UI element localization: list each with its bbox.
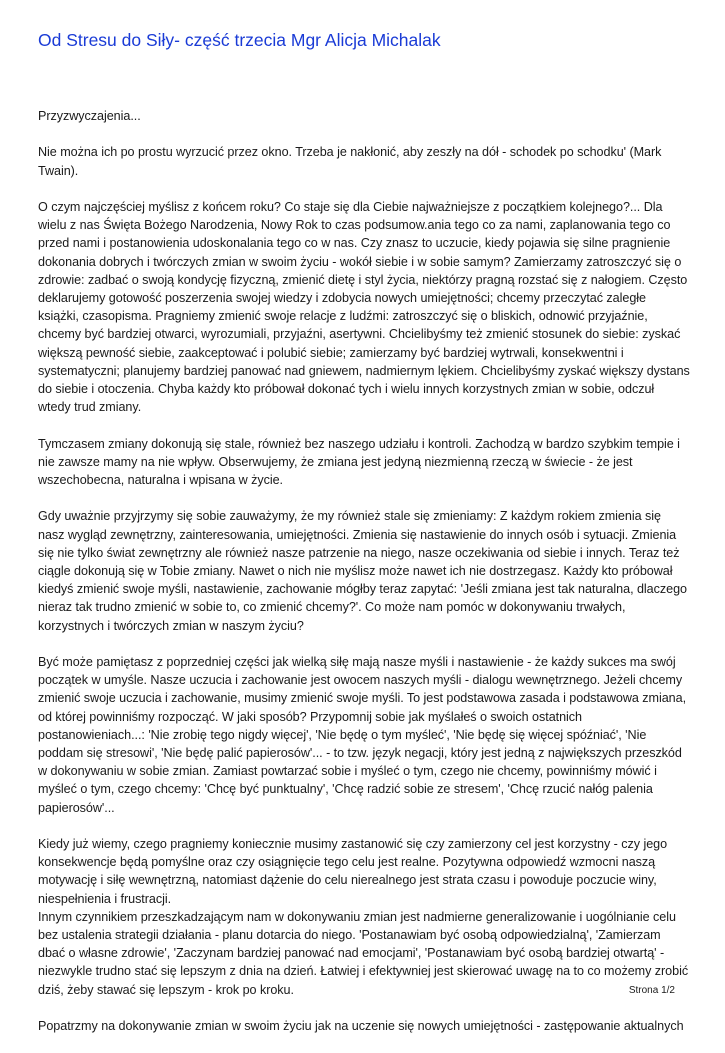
paragraph: Być może pamiętasz z poprzedniej części jak wielką siłę mają nasze myśli i nastawienie - że każdy sukces ma swój początek w umyśle. Nasze uczucia i zachowanie jest owocem naszych myśli - dialogu wewnętrznego. Jeżeli chcemy zmienić swoje uczucia i zachowanie, musimy zmienić swoje myśli. To jest podstawowa zasada i podstawowa zmiana, od której powinniśmy rozpocząć. W jaki sposób? Przypomnij sobie jak myślałeś o swoich ostatnich postanowieniach...: 'Nie zrobię tego nigdy więcej', 'Nie będę o tym myśleć', 'Nie będę się więcej spóźniać', 'Nie poddam się stresowi', 'Nie będę palić papierosów'... - to tzw. język negacji, który jest jedną z największych przeszkód w dokonywaniu w sobie zmian. Zamiast powtarzać sobie i myśleć o tym, czego nie chcemy, powinniśmy mówić i myśleć o tym, czego chcemy: 'Chcę być punktualny', 'Chcę radzić sobie ze stresem', 'Chcę rzucić nałóg palenia papierosów'...	[38, 655, 687, 815]
paragraph: Kiedy już wiemy, czego pragniemy koniecznie musimy zastanowić się czy zamierzony cel jest korzystny - czy jego konsekwencje będą pomyślne oraz czy osiągnięcie tego celu jest realne. Pozytywna odpowiedź wzmocni naszą motywację i siłę wewnętrzną, natomiast dążenie do celu nierealnego jest strata czasu i powoduje poczucie winy, niespełnienia i frustracji.	[38, 837, 668, 906]
paragraph: Innym czynnikiem przeszkadzającym nam w dokonywaniu zmian jest nadmierne generalizowanie i uogólnianie celu bez ustalenia strategii działania - planu dotarcia do niego. 'Postanawiam być osobą odpowiedzialną', 'Zamierzam dbać o własne zdrowie', 'Zaczynam bardziej panować nad emocjami', 'Postanawiam być osobą bardziej otwartą' - niezwykle trudno stać się lepszym z dnia na dzień. Łatwiej i efektywniej jest skierować uwagę na to co możemy zrobić dziś, żeby stawać się lepszym - krok po kroku.	[38, 909, 689, 997]
paragraph: Gdy uważnie przyjrzymy się sobie zauważymy, że my również stale się zmieniamy: Z każdym rokiem zmienia się nasz wygląd zewnętrzny, zainteresowania, umiejętności. Zmienia się nastawienie do innych osób i sytuacji. Zmienia się nie tylko świat zewnętrzny ale również nasze patrzenie na niego, nasze oczekiwania od siebie i innych. Teraz też ciągle dokonują się w Tobie zmiany. Nawet o nich nie myślisz może nawet ich nie dostrzegasz. Każdy kto próbował kiedyś zmienić swoje myśli, nastawienie, zachowanie mógłby teraz zapytać: 'Jeśli zmiana jest tak naturalna, dlaczego nieraz tak trudno zmienić w sobie to, co zmienić chcemy?'. Co może nam pomóc w dokonywaniu trwałych, korzystnych i twórczych zmian w naszym życiu?	[38, 509, 687, 633]
page-number: Strona 1/2	[628, 985, 675, 996]
paragraph-continued: Popatrzmy na dokonywanie zmian w swoim życiu jak na uczenie się nowych umiejętności - zastępowanie aktualnych	[38, 1019, 684, 1034]
paragraph: Tymczasem zmiany dokonują się stale, również bez naszego udziału i kontroli. Zachodzą w bardzo szybkim tempie i nie zawsze mamy na nie wpływ. Obserwujemy, że zmiana jest jedyną niezmienną rzeczą w świecie - że jest wszechobecna, naturalna i wpisana w życie.	[38, 436, 680, 488]
paragraph-quote: Nie można ich po prostu wyrzucić przez okno. Trzeba je nakłonić, aby zeszły na dół - schodek po schodku' (Mark Twain).	[38, 145, 662, 178]
paragraph: O czym najczęściej myślisz z końcem roku? Co staje się dla Ciebie najważniejsze z początkiem kolejnego?... Dla wielu z nas Święta Bożego Narodzenia, Nowy Rok to czas podsumow.ania tego co za nami, zaplanowania tego co przed nami i postanowienia udoskonalania tego co w nas. Czy znasz to uczucie, kiedy pojawia się silne pragnienie dokonania dobrych i twórczych zmian w swoim życiu - wokół siebie i w sobie samym? Zamierzamy zatroszczyć się o zdrowie: zadbać o swoją kondycję fizyczną, zmienić dietę i styl życia, niektórzy pragną rozstać się z nałogiem. Często deklarujemy gotowość poszerzenia swojej wiedzy i zdobycia nowych umiejętności; chcemy przeczytać zaległe książki, czasopisma. Pragniemy zmienić swoje relacje z ludźmi: zatroszczyć się o bliskich, odnowić przyjaźnie, chcemy być bardziej otwarci, wyrozumiali, przyjaźni, asertywni. Chcielibyśmy też zmienić stosunek do siebie: zyskać większą pewność siebie, zaakceptować i polubić siebie; zamierzamy być bardziej wytrwali, konsekwentni i systematyczni; planujemy bardziej panować nad gniewem, nadmiernym lękiem. Chcielibyśmy zyskać większy dystans do siebie i otoczenia. Chyba każdy kto próbował dokonać tych i wielu innych korzystnych zmian w sobie, odczuł wtedy trud zmiany.	[38, 199, 690, 415]
document-title: Od Stresu do Siły- część trzecia Mgr Alicja Michalak	[38, 30, 441, 50]
paragraph-intro: Przyzwyczajenia...	[38, 109, 141, 123]
document-body	[38, 107, 690, 1053]
